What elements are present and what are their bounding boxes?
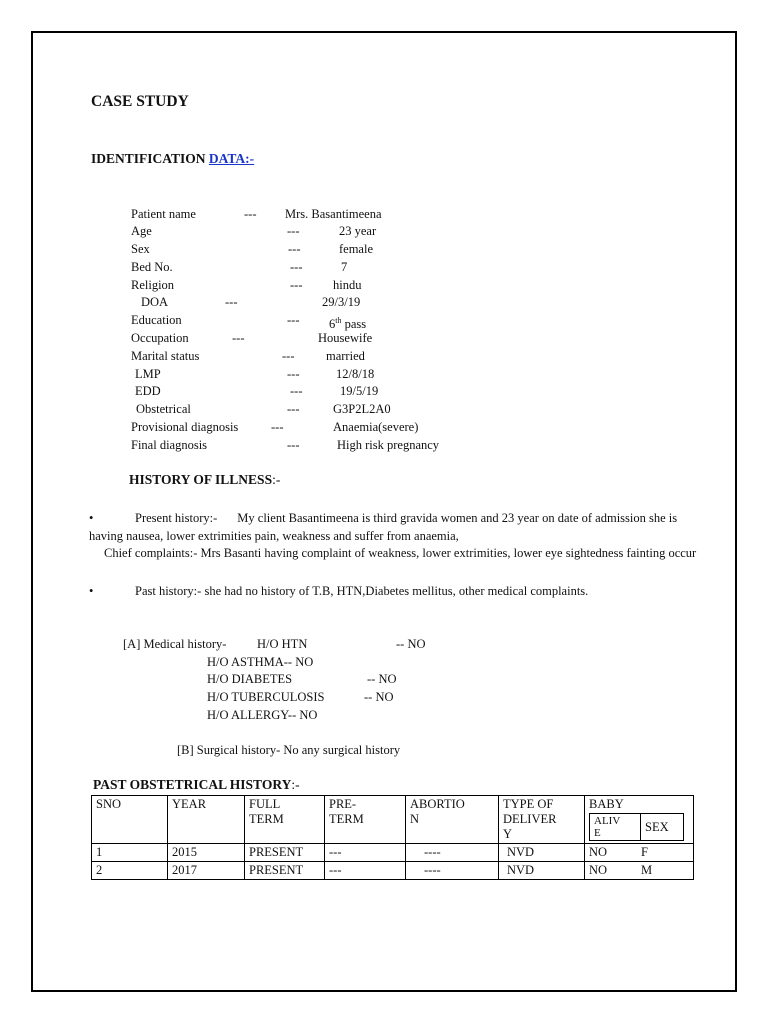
medical-item-diabetes-value: -- NO <box>367 672 397 686</box>
header-alive-line2: E <box>594 827 601 839</box>
history-heading <box>129 472 280 488</box>
medical-item-allergy-value: -- NO <box>287 708 318 722</box>
field-sep-religion: --- <box>290 278 303 292</box>
medical-item-tuberculosis: H/O TUBERCULOSIS <box>207 690 325 704</box>
cell-sno: 2 <box>92 862 168 880</box>
baby-subheader <box>589 813 684 841</box>
page-title: CASE STUDY <box>91 93 189 110</box>
header-delivery-line3: Y <box>503 827 513 841</box>
field-value-sex: female <box>339 242 374 256</box>
field-label-marital-status: Marital status <box>131 349 200 363</box>
medical-item-htn-value: -- NO <box>396 637 426 651</box>
header-full-term-line1: FULL <box>249 797 281 811</box>
field-value-marital-status: married <box>326 349 365 363</box>
past-obstetrical-heading <box>93 777 300 793</box>
history-heading-text: HISTORY OF ILLNESS <box>129 472 273 487</box>
past-obstetrical-heading-suffix: :- <box>291 777 300 792</box>
field-sep-lmp: --- <box>287 367 300 381</box>
header-year: YEAR <box>168 796 245 844</box>
header-delivery-line2: DELIVER <box>503 812 557 826</box>
cell-delivery: NVD <box>499 862 585 880</box>
field-label-religion: Religion <box>131 278 175 292</box>
header-baby <box>585 796 694 844</box>
field-value-religion: hindu <box>333 278 362 292</box>
field-label-age: Age <box>131 224 152 238</box>
medical-item-asthma <box>207 654 313 671</box>
present-history-paragraph <box>89 510 709 545</box>
field-value-final-diagnosis: High risk pregnancy <box>337 438 440 452</box>
bullet-icon: • <box>89 584 94 598</box>
field-value-doa: 29/3/19 <box>322 295 361 309</box>
cell-sex: M <box>641 863 653 877</box>
header-pre-term <box>325 796 406 844</box>
cell-abortion: ---- <box>406 844 499 862</box>
field-sep-occupation: --- <box>232 331 245 345</box>
header-full-term-line2: TERM <box>249 812 284 826</box>
cell-sex: F <box>641 845 648 859</box>
header-abortion <box>406 796 499 844</box>
field-value-age: 23 year <box>339 224 377 238</box>
header-delivery-line1: TYPE OF <box>503 797 554 811</box>
field-sep-final-diagnosis: --- <box>287 438 300 452</box>
cell-year: 2017 <box>168 862 245 880</box>
cell-sno: 1 <box>92 844 168 862</box>
field-sep-edd: --- <box>290 384 303 398</box>
header-pre-term-line2: TERM <box>329 812 364 826</box>
medical-item-htn: H/O HTN <box>257 637 308 651</box>
field-label-final-diagnosis: Final diagnosis <box>131 438 208 452</box>
cell-delivery: NVD <box>499 844 585 862</box>
history-heading-suffix: :- <box>272 472 281 487</box>
table-header-row <box>92 796 694 844</box>
cell-full-term: PRESENT <box>245 844 325 862</box>
medical-item-allergy-name: H/O ALLERGY <box>207 708 288 722</box>
medical-item-allergy <box>207 707 317 724</box>
identification-heading <box>91 151 254 167</box>
field-label-provisional-diagnosis: Provisional diagnosis <box>131 420 239 434</box>
field-sep-doa: --- <box>225 295 238 309</box>
present-history-text: My client Basantimeena is third gravida women and 23 year on date of admission she is having nausea, lower extrimities pain, weakness and suffer from anaemia, <box>89 511 678 543</box>
medical-item-asthma-value: -- NO <box>283 655 314 669</box>
past-obstetrical-heading-text: PAST OBSTETRICAL HISTORY <box>93 777 292 792</box>
education-suffix: pass <box>341 317 367 332</box>
field-sep-marital-status: --- <box>282 349 295 363</box>
header-alive-line1: ALIV <box>594 815 621 827</box>
field-value-lmp: 12/8/18 <box>336 367 375 381</box>
cell-baby <box>585 844 694 862</box>
medical-item-asthma-name: H/O ASTHMA <box>207 655 284 669</box>
cell-baby <box>585 862 694 880</box>
field-value-edd: 19/5/19 <box>340 384 379 398</box>
field-sep-sex: --- <box>288 242 301 256</box>
surgical-history: [B] Surgical history- No any surgical history <box>177 743 401 757</box>
cell-abortion: ---- <box>406 862 499 880</box>
chief-complaints: Chief complaints:- Mrs Basanti having complaint of weakness, lower extrimities, lower eye sightedness fainting occur <box>104 546 697 560</box>
field-sep-patient-name: --- <box>244 207 257 221</box>
obstetrical-history-table <box>91 795 694 880</box>
cell-alive: NO <box>589 845 608 859</box>
medical-item-tuberculosis-value: -- NO <box>364 690 394 704</box>
header-sno: SNO <box>92 796 168 844</box>
present-history-label: Present history:- <box>135 511 218 525</box>
field-value-patient-name: Mrs. Basantimeena <box>285 207 382 221</box>
header-full-term <box>245 796 325 844</box>
education-value: 6 <box>329 317 336 332</box>
bullet-icon: • <box>89 511 94 525</box>
table-row <box>92 844 694 862</box>
field-value-obstetrical: G3P2L2A0 <box>333 402 391 416</box>
field-label-obstetrical: Obstetrical <box>136 402 191 416</box>
past-history-text: she had no history of T.B, HTN,Diabetes mellitus, other medical complaints. <box>201 584 589 598</box>
field-label-sex: Sex <box>131 242 150 256</box>
past-history-label: Past history:- <box>135 584 202 598</box>
cell-full-term: PRESENT <box>245 862 325 880</box>
table-row <box>92 862 694 880</box>
field-value-provisional-diagnosis: Anaemia(severe) <box>333 420 419 434</box>
field-value-bed-no: 7 <box>341 260 348 274</box>
identification-data-link[interactable]: DATA:- <box>208 151 255 166</box>
field-sep-provisional-diagnosis: --- <box>271 420 284 434</box>
medical-item-diabetes: H/O DIABETES <box>207 672 293 686</box>
header-abortion-line2: N <box>410 812 420 826</box>
field-value-occupation: Housewife <box>318 331 373 345</box>
education-sup: th <box>335 316 342 325</box>
header-abortion-line1: ABORTIO <box>410 797 465 811</box>
field-label-lmp: LMP <box>135 367 161 381</box>
field-sep-age: --- <box>287 224 300 238</box>
header-baby-label: BABY <box>589 797 624 811</box>
field-sep-education: --- <box>287 313 300 327</box>
field-label-patient-name: Patient name <box>131 207 196 221</box>
header-alive <box>590 814 641 841</box>
identification-label: IDENTIFICATION <box>91 151 209 166</box>
cell-pre-term: --- <box>325 844 406 862</box>
medical-history-prefix: [A] Medical history- <box>123 637 227 651</box>
field-label-doa: DOA <box>141 295 169 309</box>
header-pre-term-line1: PRE- <box>329 797 357 811</box>
header-sex: SEX <box>641 814 684 841</box>
cell-alive: NO <box>589 863 608 877</box>
field-label-occupation: Occupation <box>131 331 189 345</box>
cell-pre-term: --- <box>325 862 406 880</box>
past-history-paragraph <box>89 583 709 601</box>
field-label-education: Education <box>131 313 182 327</box>
field-label-bed-no: Bed No. <box>131 260 173 274</box>
header-type-of-delivery <box>499 796 585 844</box>
field-sep-bed-no: --- <box>290 260 303 274</box>
field-label-edd: EDD <box>135 384 161 398</box>
field-sep-obstetrical: --- <box>287 402 300 416</box>
cell-year: 2015 <box>168 844 245 862</box>
